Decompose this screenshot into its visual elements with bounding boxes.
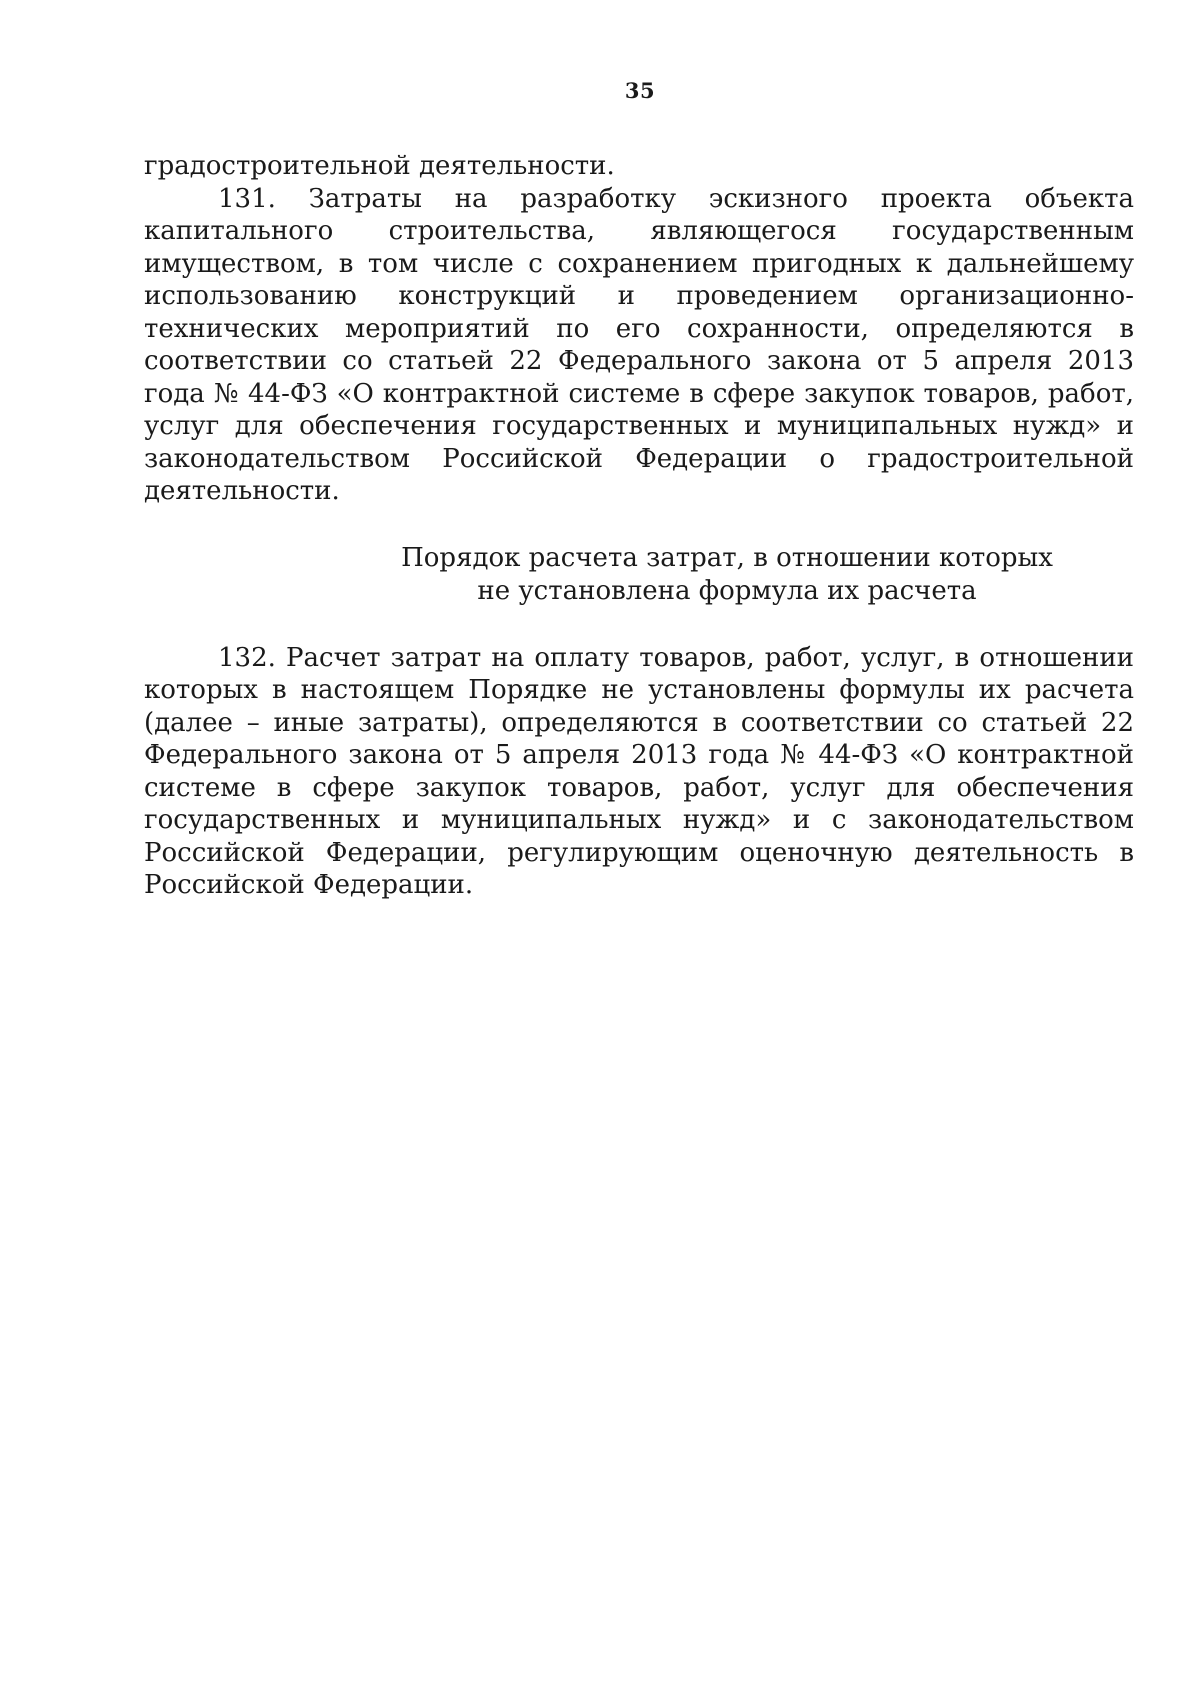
paragraph-132: 132. Расчет затрат на оплату товаров, работ, услуг, в отношении которых в настоящем Порядке не установлены формулы их расчета (далее – иные затраты), определяются в соответствии со статьей 22 Федерального закона от 5 апреля 2013 года № 44-ФЗ «О контрактной системе в сфере закупок товаров, работ, услуг для обеспечения государственных и муниципальных нужд» и с законодательством Российской Федерации, регулирующим оценочную деятельность в Российской Федерации. (144, 642, 1134, 900)
paragraph-131: 131. Затраты на разработку эскизного проекта объекта капитального строительства, являющегося государственным имуществом, в том числе с сохранением пригодных к дальнейшему использованию конструкций и проведением организационно-технических мероприятий по его сохранности, определяются в соответствии со статьей 22 Федерального закона от 5 апреля 2013 года № 44-ФЗ «О контрактной системе в сфере закупок товаров, работ, услуг для обеспечения государственных и муниципальных нужд» и законодательством Российской Федерации о градостроительной деятельности. (144, 183, 1134, 506)
paragraph-continuation: градостроительной деятельности. (144, 151, 615, 181)
document-body (144, 150, 1134, 902)
section-heading-line-1: Порядок расчета затрат, в отношении которых (401, 542, 1053, 573)
section-heading (144, 542, 1134, 608)
page-number: 35 (624, 78, 656, 103)
section-heading-line-2: не установлена формула их расчета (477, 575, 977, 606)
